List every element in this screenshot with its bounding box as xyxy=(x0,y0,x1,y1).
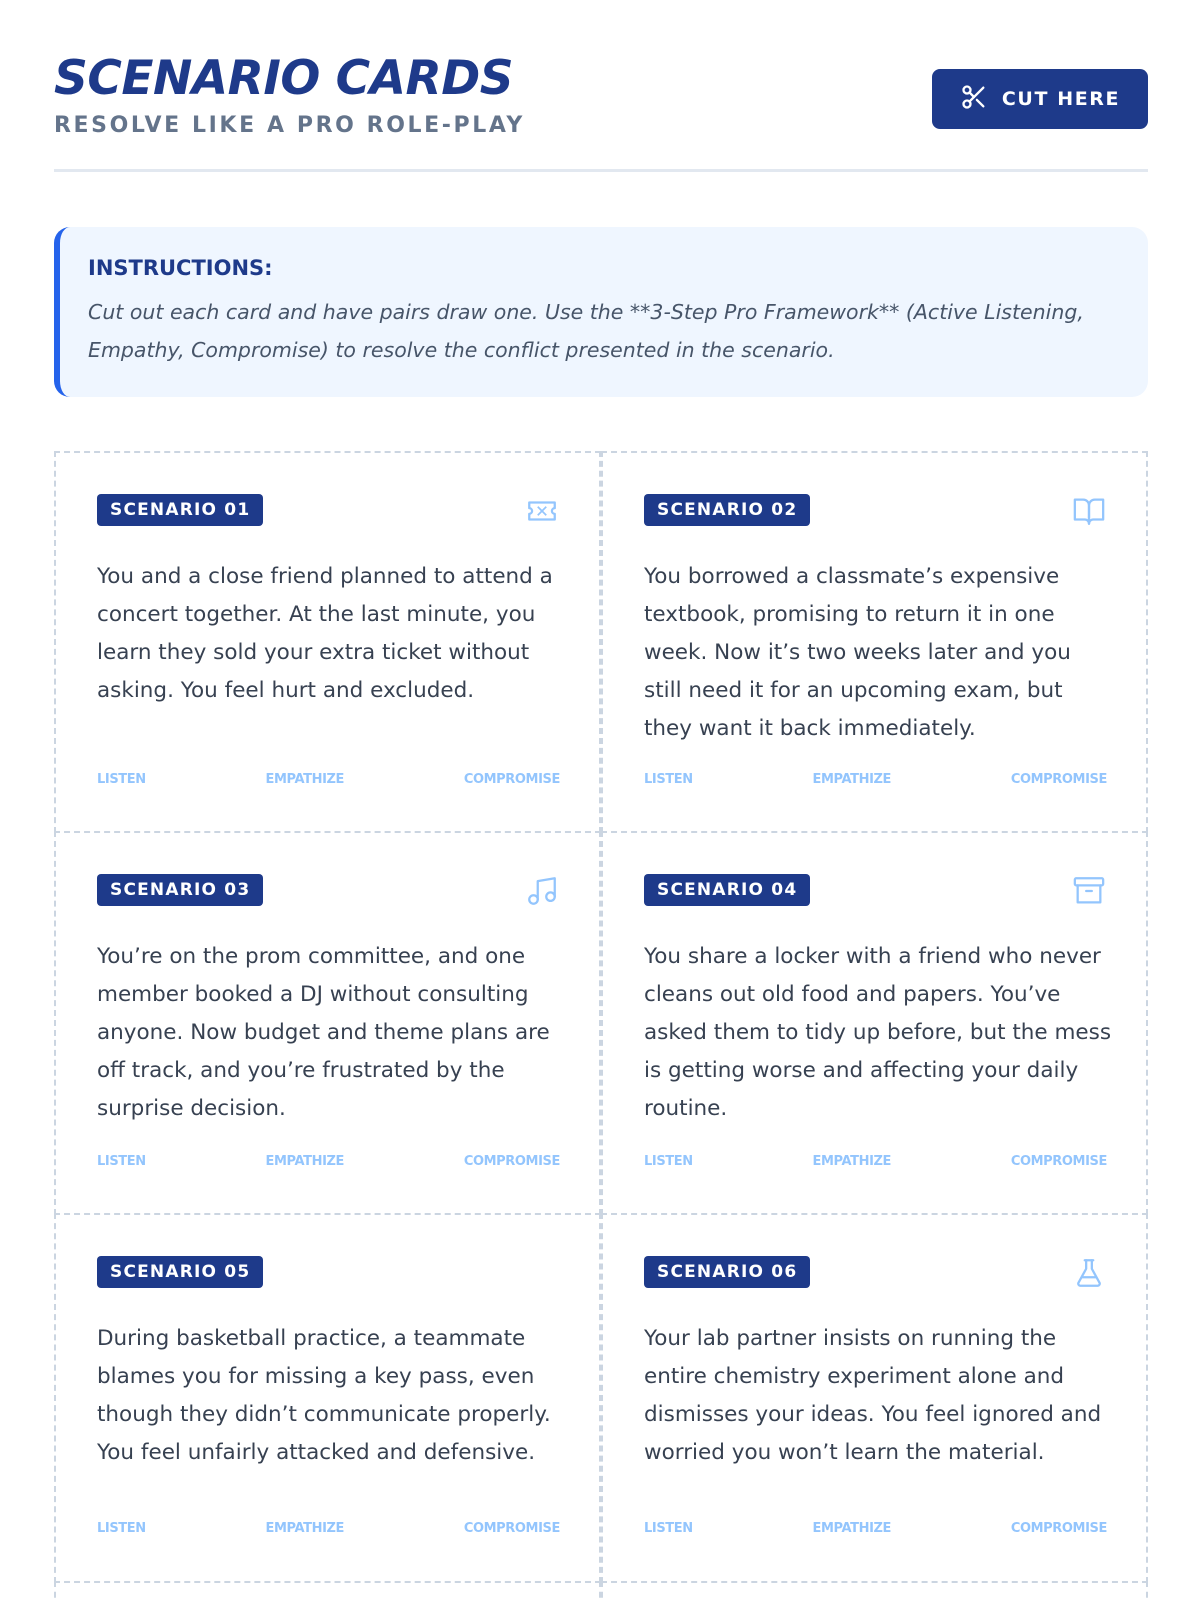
scenario-badge: SCENARIO 02 xyxy=(644,494,810,526)
scenario-text: You borrowed a classmate’s expensive textbook, promising to return it in one week. Now it’s two weeks later and you still need it for an upcoming exam, but they want it back immediately. xyxy=(644,564,1071,741)
scenario-card-01[interactable] xyxy=(54,451,601,833)
step-empathize: EMPATHIZE xyxy=(265,1154,345,1169)
instructions-title: INSTRUCTIONS: xyxy=(88,256,273,280)
scenario-text: During basketball practice, a teammate blames you for missing a key pass, even though they didn’t communicate properly. You feel unfairly attacked and defensive. xyxy=(97,1326,551,1465)
page-title: SCENARIO CARDS xyxy=(54,51,514,106)
scenario-card-02[interactable] xyxy=(601,451,1148,833)
archive-icon xyxy=(1072,874,1106,908)
step-compromise: COMPROMISE xyxy=(1010,1154,1107,1169)
scissors-icon xyxy=(960,83,988,115)
music-icon xyxy=(525,874,559,908)
step-compromise: COMPROMISE xyxy=(463,772,560,787)
scenario-card-grid xyxy=(54,451,1148,1600)
cut-here-button[interactable] xyxy=(932,69,1148,129)
scenario-badge: SCENARIO 01 xyxy=(97,494,263,526)
scenario-text: You and a close friend planned to attend a concert together. At the last minute, you learn they sold your extra ticket without asking. You feel hurt and excluded. xyxy=(97,564,553,703)
scenario-badge: SCENARIO 05 xyxy=(97,1256,263,1288)
page-header xyxy=(54,52,1148,172)
step-empathize: EMPATHIZE xyxy=(812,1521,892,1536)
step-empathize: EMPATHIZE xyxy=(812,772,892,787)
scenario-card-03[interactable] xyxy=(54,831,601,1215)
step-compromise: COMPROMISE xyxy=(463,1154,560,1169)
scenario-card-partial-left xyxy=(54,1581,601,1600)
step-empathize: EMPATHIZE xyxy=(265,772,345,787)
framework-steps xyxy=(644,1521,1107,1536)
book-icon xyxy=(1072,494,1106,528)
framework-steps xyxy=(97,1154,560,1169)
instructions-box xyxy=(54,227,1148,397)
step-compromise: COMPROMISE xyxy=(1010,772,1107,787)
framework-steps xyxy=(644,772,1107,787)
scenario-text: You share a locker with a friend who never cleans out old food and papers. You’ve asked them to tidy up before, but the mess is getting worse and affecting your daily routine. xyxy=(644,944,1112,1121)
framework-steps xyxy=(644,1154,1107,1169)
step-listen: LISTEN xyxy=(644,772,693,787)
scenario-badge: SCENARIO 03 xyxy=(97,874,263,906)
scenario-card-06[interactable] xyxy=(601,1213,1148,1583)
cut-here-label: CUT HERE xyxy=(1001,88,1121,110)
ticket-icon xyxy=(525,494,559,528)
worksheet-page xyxy=(54,0,1148,1600)
step-compromise: COMPROMISE xyxy=(463,1521,560,1536)
framework-steps xyxy=(97,1521,560,1536)
step-listen: LISTEN xyxy=(644,1521,693,1536)
step-listen: LISTEN xyxy=(97,1154,146,1169)
step-listen: LISTEN xyxy=(97,1521,146,1536)
instructions-text: Cut out each card and have pairs draw one. Use the **3-Step Pro Framework** (Active Listening, Empathy, Compromise) to resolve the conflict presented in the scenario. xyxy=(88,300,1084,362)
scenario-text: You’re on the prom committee, and one member booked a DJ without consulting anyone. Now budget and theme plans are off track, and you’re frustrated by the surprise decision. xyxy=(97,944,550,1121)
page-subtitle: RESOLVE LIKE A PRO ROLE-PLAY xyxy=(54,113,525,138)
framework-steps xyxy=(97,772,560,787)
step-empathize: EMPATHIZE xyxy=(812,1154,892,1169)
step-compromise: COMPROMISE xyxy=(1010,1521,1107,1536)
step-empathize: EMPATHIZE xyxy=(265,1521,345,1536)
scenario-badge: SCENARIO 06 xyxy=(644,1256,810,1288)
flask-icon xyxy=(1072,1256,1106,1290)
step-listen: LISTEN xyxy=(97,772,146,787)
step-listen: LISTEN xyxy=(644,1154,693,1169)
scenario-card-partial-right xyxy=(601,1581,1148,1600)
scenario-card-05[interactable] xyxy=(54,1213,601,1583)
scenario-card-04[interactable] xyxy=(601,831,1148,1215)
scenario-text: Your lab partner insists on running the entire chemistry experiment alone and dismisses your ideas. You feel ignored and worried you won’t learn the material. xyxy=(644,1326,1102,1465)
scenario-badge: SCENARIO 04 xyxy=(644,874,810,906)
